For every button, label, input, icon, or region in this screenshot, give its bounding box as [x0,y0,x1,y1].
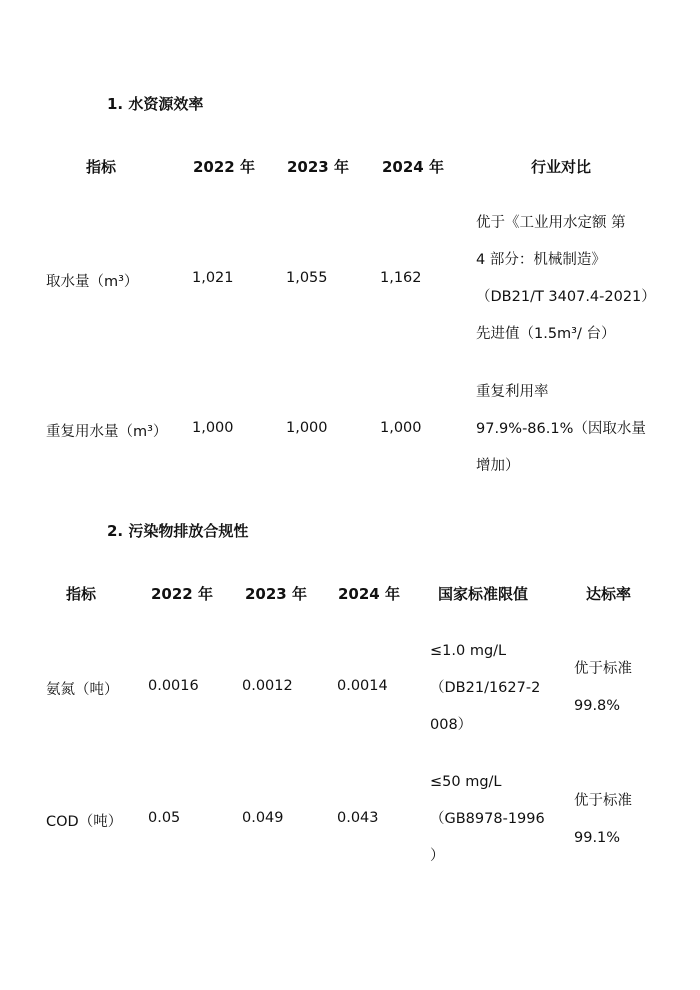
header-2022: 2022 年 [151,585,213,603]
row-ammonia-indicator: 氨氮（吨） [46,682,119,698]
row-water-intake-2024: 1,162 [380,270,422,286]
row-water-intake-2023: 1,055 [286,270,328,286]
row-ammonia-2024: 0.0014 [337,678,388,694]
row-water-intake-2022: 1,021 [192,270,234,286]
row-reuse-water-comparison [476,374,646,485]
header-2023: 2023 年 [245,585,307,603]
row-water-intake-comparison [476,205,656,353]
row-reuse-water-indicator: 重复用水量（m³） [46,424,168,440]
row-cod-2024: 0.043 [337,810,379,826]
limit-line: ≤1.0 mg/L [430,643,507,659]
comparison-line: 重复利用率 [476,384,549,400]
header-2022: 2022 年 [193,158,255,176]
row-ammonia-2022: 0.0016 [148,678,199,694]
comparison-line: 优于《工业用水定额 第 [476,215,626,231]
row-cod-limit [430,764,545,875]
row-ammonia-limit [430,633,540,744]
row-cod-2022: 0.05 [148,810,181,826]
comparison-line: 先进值（1.5m³/ 台） [476,326,616,342]
section-2-heading: 2. 污染物排放合规性 [107,522,249,540]
comparison-line: 4 部分：机械制造》 [476,252,606,268]
comparison-line: 增加） [476,458,520,474]
header-national-limit: 国家标准限值 [438,585,529,603]
header-2023: 2023 年 [287,158,349,176]
limit-line: 008） [430,717,473,733]
row-cod-rate [574,783,632,857]
row-ammonia-2023: 0.0012 [242,678,293,694]
comparison-line: （DB21/T 3407.4-2021） [476,289,656,305]
header-indicator: 指标 [66,585,97,603]
header-industry-comparison: 行业对比 [531,158,592,176]
limit-line: ） [430,848,445,864]
rate-line: 优于标准 [574,661,632,677]
row-cod-2023: 0.049 [242,810,284,826]
rate-line: 99.8% [574,698,621,714]
row-reuse-water-2023: 1,000 [286,420,328,436]
section-1-heading: 1. 水资源效率 [107,95,204,113]
limit-line: ≤50 mg/L [430,774,502,790]
header-2024: 2024 年 [382,158,444,176]
row-ammonia-rate [574,651,632,725]
header-indicator: 指标 [86,158,117,176]
row-reuse-water-2024: 1,000 [380,420,422,436]
rate-line: 99.1% [574,830,621,846]
row-water-intake-indicator: 取水量（m³） [46,274,139,290]
row-reuse-water-2022: 1,000 [192,420,234,436]
header-compliance-rate: 达标率 [586,585,632,603]
comparison-line: 97.9%-86.1%（因取水量 [476,421,646,437]
row-cod-indicator: COD（吨） [46,814,123,830]
rate-line: 优于标准 [574,793,632,809]
limit-line: （GB8978-1996 [430,811,545,827]
header-2024: 2024 年 [338,585,400,603]
limit-line: （DB21/1627-2 [430,680,541,696]
